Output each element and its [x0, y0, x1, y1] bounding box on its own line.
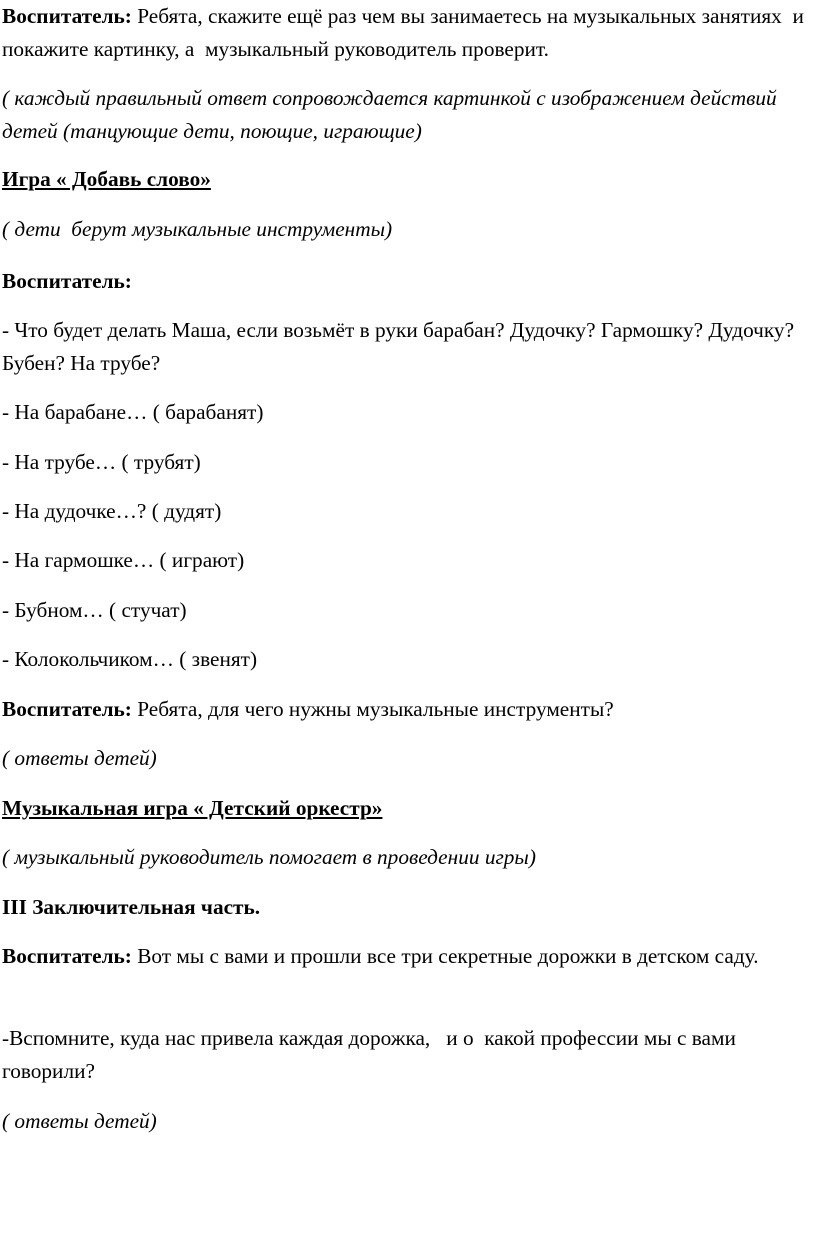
speaker-label: Воспитатель:	[2, 944, 132, 968]
italic-note-children-answers: ( ответы детей)	[2, 746, 157, 770]
answer-line: - На гармошке… ( играют)	[2, 548, 245, 572]
paragraph-remember: -Вспомните, куда нас привела каждая дорожка, и о какой профессии мы с вами говорили?	[2, 1026, 742, 1083]
heading-final-part: III Заключительная часть.	[2, 895, 261, 919]
speaker-label: Воспитатель:	[2, 697, 132, 721]
paragraph-secret-paths	[2, 940, 816, 973]
answer-line: - На трубе… ( трубят)	[2, 450, 201, 474]
answer-line: - Бубном… ( стучат)	[2, 598, 187, 622]
answer-line: - На дудочке…? ( дудят)	[2, 499, 222, 523]
speaker-label-standalone: Воспитатель:	[2, 269, 132, 293]
paragraph-intro	[2, 0, 814, 66]
paragraph-text: Ребята, для чего нужны музыкальные инструменты?	[131, 697, 614, 721]
italic-note-instruments: ( дети берут музыкальные инструменты)	[2, 217, 393, 241]
heading-childrens-orchestra: Музыкальная игра « Детский оркестр»	[2, 796, 383, 820]
paragraph-why-instruments	[2, 693, 614, 726]
italic-note-music-director: ( музыкальный руководитель помогает в проведении игры)	[2, 845, 536, 869]
italic-note-children-answers-final: ( ответы детей)	[2, 1109, 157, 1133]
paragraph-text: Вот мы с вами и прошли все три секретные дорожки в детском саду.	[131, 944, 759, 968]
heading-game-add-word: Игра « Добавь слово»	[2, 167, 211, 191]
italic-note-pictures: ( каждый правильный ответ сопровождается картинкой с изображением действий детей (танцующие дети, поющие, играющие)	[2, 86, 782, 143]
paragraph-text: Ребята, скажите ещё раз чем вы занимаетесь на музыкальных занятиях и покажите картинку, а музыкальный руководитель проверит.	[2, 4, 810, 61]
speaker-label: Воспитатель:	[2, 4, 132, 28]
question-paragraph: - Что будет делать Маша, если возьмёт в руки барабан? Дудочку? Гармошку? Дудочку? Бубен? На трубе?	[2, 318, 800, 375]
answer-line: - На барабане… ( барабанят)	[2, 400, 264, 424]
answer-line: - Колокольчиком… ( звенят)	[2, 647, 258, 671]
